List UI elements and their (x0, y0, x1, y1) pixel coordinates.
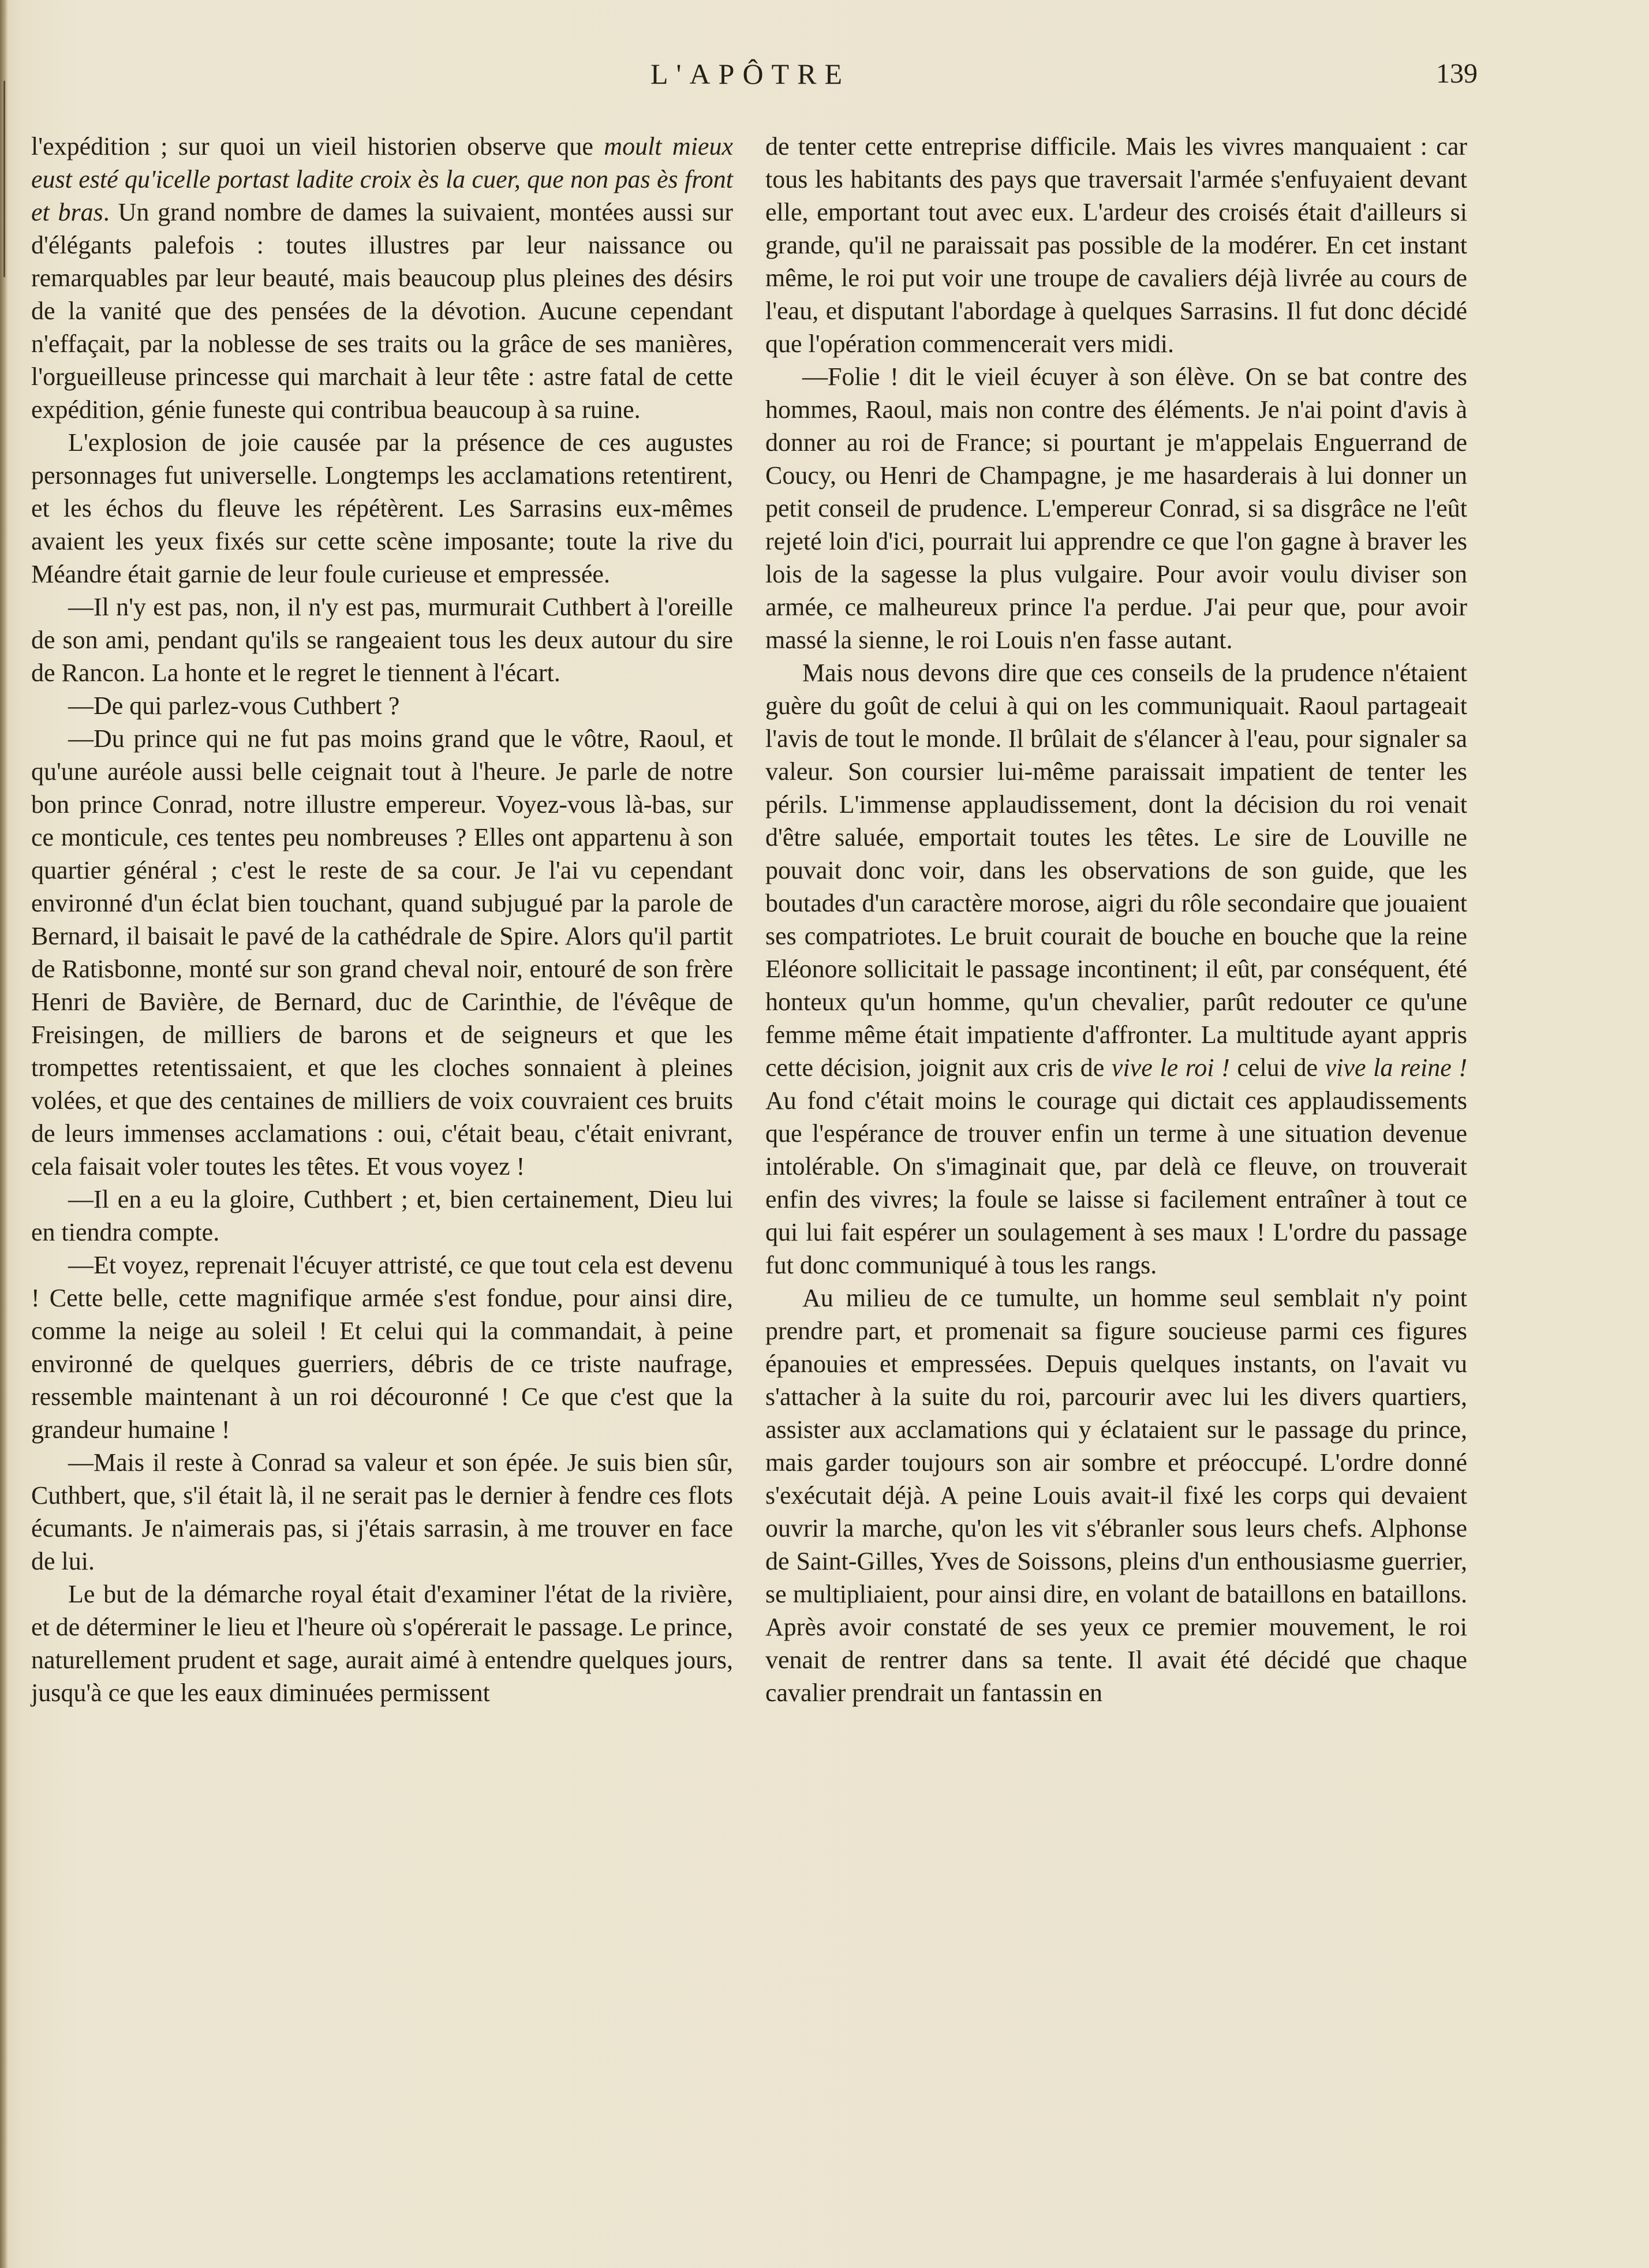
paragraph: —Et voyez, reprenait l'écuyer attristé, ce que tout cela est devenu ! Cette belle, cette magnifique armée s'est fondue, pour ainsi dire, comme la neige au soleil ! Et celui qui la commandait, à peine environné de quelques guerriers, débris de ce triste naufrage, ressemble maintenant à un roi découronné ! Ce que c'est que la grandeur humaine ! (31, 1251, 733, 1444)
right-column (765, 130, 1467, 1709)
text-run: celui de (1229, 1053, 1325, 1082)
italic-quote: moult mieux eust esté qu'icelle portast ladite croix ès la cuer, que non pas ès front et bras (31, 132, 733, 226)
paragraph: —Folie ! dit le vieil écuyer à son élève. On se bat contre des hommes, Raoul, mais non contre des éléments. Je n'ai point d'avis à donner au roi de France; si pourtant je m'appelais Enguerrand de Coucy, ou Henri de Champagne, je me hasarderais à lui donner un petit conseil de prudence. L'empereur Conrad, si sa disgrâce ne l'eût rejeté loin d'ici, pourrait lui apprendre ce que l'on gagne à braver les lois de la sagesse la plus vulgaire. Pour avoir voulu diviser son armée, ce malheureux prince l'a perdue. J'ai peur que, pour avoir massé la sienne, le roi Louis n'en fasse autant. (765, 363, 1467, 654)
paragraph (765, 656, 1467, 1281)
left-column (31, 130, 733, 1709)
running-title: L'APÔTRE (650, 58, 850, 90)
page-binding-edge (0, 0, 8, 2268)
paragraph: de tenter cette entreprise difficile. Mais les vivres manquaient : car tous les habitants des pays que traversait l'armée s'enfuyaient devant elle, emportant tout avec eux. L'ardeur des croisés était d'ailleurs si grande, qu'il ne paraissait pas possible de la modérer. En cet instant même, le roi put voir une troupe de cavaliers déjà livrée au cours de l'eau, et disputant l'abordage à quelques Sarrasins. Il fut donc décidé que l'opération commencerait vers midi. (765, 132, 1467, 358)
text-run: l'expédition ; sur quoi un vieil historien observe que (31, 132, 604, 160)
paragraph: —Mais il reste à Conrad sa valeur et son épée. Je suis bien sûr, Cuthbert, que, s'il était là, il ne serait pas le dernier à fendre ces flots écumants. Je n'aimerais pas, si j'étais sarrasin, à me trouver en face de lui. (31, 1448, 733, 1575)
paragraph: —Il n'y est pas, non, il n'y est pas, murmurait Cuthbert à l'oreille de son ami, pendant qu'ils se rangeaient tous les deux autour du sire de Rancon. La honte et le regret le tiennent à l'écart. (31, 593, 733, 687)
paragraph: —Du prince qui ne fut pas moins grand que le vôtre, Raoul, et qu'une auréole aussi belle ceignait tout à l'heure. Je parle de notre bon prince Conrad, notre illustre empereur. Voyez-vous là-bas, sur ce monticule, ces tentes peu nombreuses ? Elles ont appartenu à son quartier général ; c'est le reste de sa cour. Je l'ai vu cependant environné d'un éclat bien touchant, quand subjugué par la parole de Bernard, il baisait le pavé de la cathédrale de Spire. Alors qu'il partit de Ratisbonne, monté sur son grand cheval noir, entouré de son frère Henri de Bavière, de Bernard, duc de Carinthie, de l'évêque de Freisingen, de milliers de barons et de seigneurs et que les trompettes retentissaient, et que les cloches sonnaient à pleines volées, et que des centaines de milliers de voix couvraient ces bruits de leurs immenses acclamations : oui, c'était beau, c'était enivrant, cela faisait voler toutes les têtes. Et vous voyez ! (31, 724, 733, 1180)
text-run: Au fond c'était moins le courage qui dictait ces applaudissements que l'espérance de trouver enfin un terme à une situation devenue intolérable. On s'imaginait que, par delà ce fleuve, on trouverait enfin des vivres; la foule se laisse si facilement entraîner à tout ce qui lui fait espérer un soulagement à ses maux ! L'ordre du passage fut donc communiqué à tous les rangs. (765, 1086, 1467, 1279)
italic-cry: vive le roi ! (1111, 1053, 1230, 1082)
paragraph: Le but de la démarche royal était d'examiner l'état de la rivière, et de déterminer le lieu et l'heure où s'opérerait le passage. Le prince, naturellement prudent et sage, aurait aimé à entendre quelques jours, jusqu'à ce que les eaux diminuées permissent (31, 1580, 733, 1707)
paragraph: —De qui parlez-vous Cuthbert ? (68, 692, 400, 720)
binding-mark (3, 81, 5, 277)
paragraph: L'explosion de joie causée par la présence de ces augustes personnages fut universelle. Longtemps les acclamations retentirent, et les échos du fleuve les répétèrent. Les Sarrasins eux-mêmes avaient les yeux fixés sur cette scène imposante; toute la rive du Méandre était garnie de leur foule curieuse et empressée. (31, 428, 733, 588)
text-run: Mais nous devons dire que ces conseils de la prudence n'étaient guère du goût de celui à qui on les communiquait. Raoul partageait l'avis de tout le monde. Il brûlait de s'élancer à l'eau, pour signaler sa valeur. Son coursier lui-même paraissait impatient de tenter les périls. L'immense applaudissement, dont la décision du roi venait d'être saluée, emportait toutes les têtes. Le sire de Louville ne pouvait donc voir, dans les observations de son guide, que les boutades d'un caractère morose, aigri du rôle secondaire que jouaient ses compatriotes. Le bruit courait de bouche en bouche que la reine Eléonore sollicitait le passage incontinent; il eût, par conséquent, été honteux qu'un homme, qu'un chevalier, parût redouter ce qu'une femme même était impatiente d'affronter. La multitude ayant appris cette décision, joignit aux cris de (765, 659, 1467, 1082)
text-run: . Un grand nombre de dames la suivaient, montées aussi sur d'élégants palefois : toutes illustres par leur naissance ou remarquables par leur beauté, mais beaucoup plus pleines des désirs de la vanité que des pensées de la dévotion. Aucune cependant n'effaçait, par la noblesse de ses traits ou la grâce de ses manières, l'orgueilleuse princesse qui marchait à leur tête : astre fatal de cette expédition, génie funeste qui contribua beaucoup à sa ruine. (31, 198, 733, 424)
paragraph: Au milieu de ce tumulte, un homme seul semblait n'y point prendre part, et promenait sa figure soucieuse parmi ces figures épanouies et empressées. Depuis quelques instants, on l'avait vu s'attacher à la suite du roi, parcourir avec lui les divers quartiers, assister aux acclamations qui y éclataient sur le passage du prince, mais garder toujours son air sombre et préoccupé. L'ordre donné s'exécutait déjà. A peine Louis avait-il fixé les corps qui devaient ouvrir la marche, qu'on les vit s'ébranler sous leurs chefs. Alphonse de Saint-Gilles, Yves de Soissons, pleins d'un enthousiasme guerrier, se multipliaient, pour ainsi dire, en volant de bataillons en bataillons. Après avoir constaté de ses yeux ce premier mouvement, le roi venait de rentrer dans sa tente. Il avait été décidé que chaque cavalier prendrait un fantassin en (765, 1284, 1467, 1707)
paragraph: —Il en a eu la gloire, Cuthbert ; et, bien certainement, Dieu lui en tiendra compte. (31, 1185, 733, 1246)
italic-cry: vive la reine ! (1325, 1053, 1467, 1082)
page-number: 139 (1436, 58, 1478, 89)
paragraph (31, 130, 733, 426)
